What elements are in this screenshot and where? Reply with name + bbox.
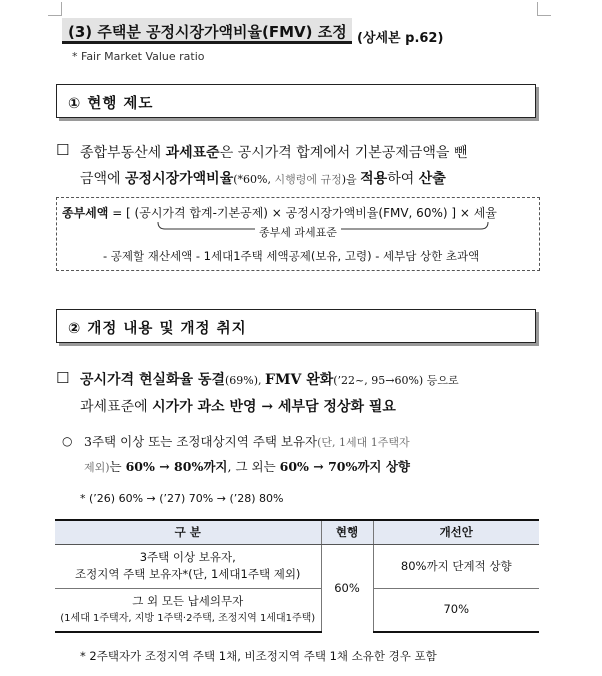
text-bold: 까지 상향 (357, 459, 411, 474)
text-run: 는 (109, 459, 126, 474)
table-cell-category (55, 544, 321, 588)
section-2-line-2 (80, 394, 459, 420)
section-2-heading: ② 개정 내용 및 개정 취지 (56, 309, 536, 343)
sub-bullet-paragraph (84, 430, 410, 480)
text-bold-fmv: 공정시장가액비율 (125, 171, 234, 187)
schedule-note: * (’26) 60% → (’27) 70% → (’28) 80% (80, 492, 284, 505)
text-small: )을 (341, 173, 361, 186)
text-bold: 까지 (203, 459, 228, 474)
checkbox-bullet-icon: ☐ (56, 141, 70, 159)
text-bold: 60% → 70% (279, 459, 358, 474)
text-bold: 60% → 80% (125, 459, 204, 474)
sub-bullet-line-2 (84, 455, 410, 480)
table-header: 현행 (321, 520, 373, 544)
text-bold-tax-base: 과세표준 (165, 145, 220, 161)
section-2-bullet (56, 368, 69, 387)
text-bold-fmv-relief: FMV 완화 (265, 372, 334, 388)
cell-line: 그 외 모든 납세의무자 (132, 593, 244, 608)
text-run: 3주택 이상 또는 조정대상지역 주택 보유자 (84, 434, 318, 449)
page-title: (3) 주택분 공정시장가액비율(FMV) 조정 (62, 18, 352, 44)
sub-bullet-line-1 (84, 430, 410, 455)
title-footnote: * Fair Market Value ratio (72, 50, 205, 63)
circle-bullet-icon: ○ (62, 434, 73, 448)
section-1-heading: ① 현행 제도 (56, 84, 536, 118)
fmv-comparison-table (55, 519, 539, 633)
text-run: 은 공시가격 합계에서 기본공제금액을 뺀 (219, 145, 468, 161)
table-footnote: * 2주택자가 조정지역 주택 1채, 비조정지역 주택 1채 소유한 경우 포함 (80, 649, 437, 663)
cell-line: 조정지역 주택 보유자*(단, 1세대1주택 제외) (75, 567, 301, 581)
page-reference: (상세본 p.62) (357, 31, 444, 46)
cell-line: 3주택 이상 보유자, (139, 550, 236, 564)
text-small-grey: 시행령에 규정 (274, 173, 342, 186)
table-cell-proposed: 70% (373, 588, 539, 632)
text-small-grey: (단, 1세대 1주택자 (317, 436, 410, 449)
table-header-row (55, 520, 539, 544)
crop-mark-top-left (48, 2, 62, 16)
text-bold-freeze: 공시가격 현실화율 동결 (80, 372, 225, 388)
formula-brace-text: 종부세 과세표준 (255, 226, 341, 239)
text-bold-need: 시가가 과소 반영 → 세부담 정상화 필요 (152, 399, 396, 415)
formula-brace-label (57, 224, 539, 240)
text-run: 종합부동산세 (80, 145, 166, 161)
cell-line: (1세대 1주택자, 지방 1주택·2주택, 조정지역 1세대1주택) (60, 612, 316, 624)
section-1-paragraph (80, 140, 467, 193)
text-small: (*60%, (233, 173, 275, 186)
text-small: (’22~, 95→60%) 등으로 (333, 374, 459, 387)
section-1-bullet (56, 140, 69, 159)
formula-label: 종부세액 (62, 206, 109, 220)
table-header: 개선안 (373, 520, 539, 544)
section-2-line-1 (80, 367, 459, 394)
text-bold-apply: 적용 (360, 171, 388, 187)
table-header: 구 분 (55, 520, 321, 544)
crop-mark-top-right (537, 2, 551, 16)
table-row (55, 544, 539, 588)
section-2-paragraph (80, 367, 459, 420)
text-run: , 그 외는 (227, 459, 280, 474)
formula-deductions: - 공제할 재산세액 - 1세대1주택 세액공제(보유, 고령) - 세부담 상한 초과액 (103, 249, 480, 263)
section-1-line-2 (80, 166, 467, 193)
table-cell-proposed: 80%까지 단계적 상향 (373, 544, 539, 588)
formula-line (62, 204, 497, 221)
text-run: 금액에 (80, 171, 126, 187)
text-run: 하여 (387, 171, 419, 187)
text-run: 과세표준에 (80, 399, 153, 415)
text-bold-calc: 산출 (418, 171, 446, 187)
table-row (55, 588, 539, 632)
formula-box (56, 197, 540, 271)
formula-expression: = [ (공시가격 합계-기본공제) × 공정시장가액비율(FMV, 60%) ] × 세율 (108, 206, 497, 220)
table-cell-current: 60% (321, 544, 373, 632)
text-small-grey: 제외) (84, 461, 110, 474)
checkbox-bullet-icon: ☐ (56, 369, 70, 387)
section-1-line-1 (80, 140, 467, 166)
text-small: (69%), (225, 374, 266, 387)
table-cell-category (55, 588, 321, 632)
